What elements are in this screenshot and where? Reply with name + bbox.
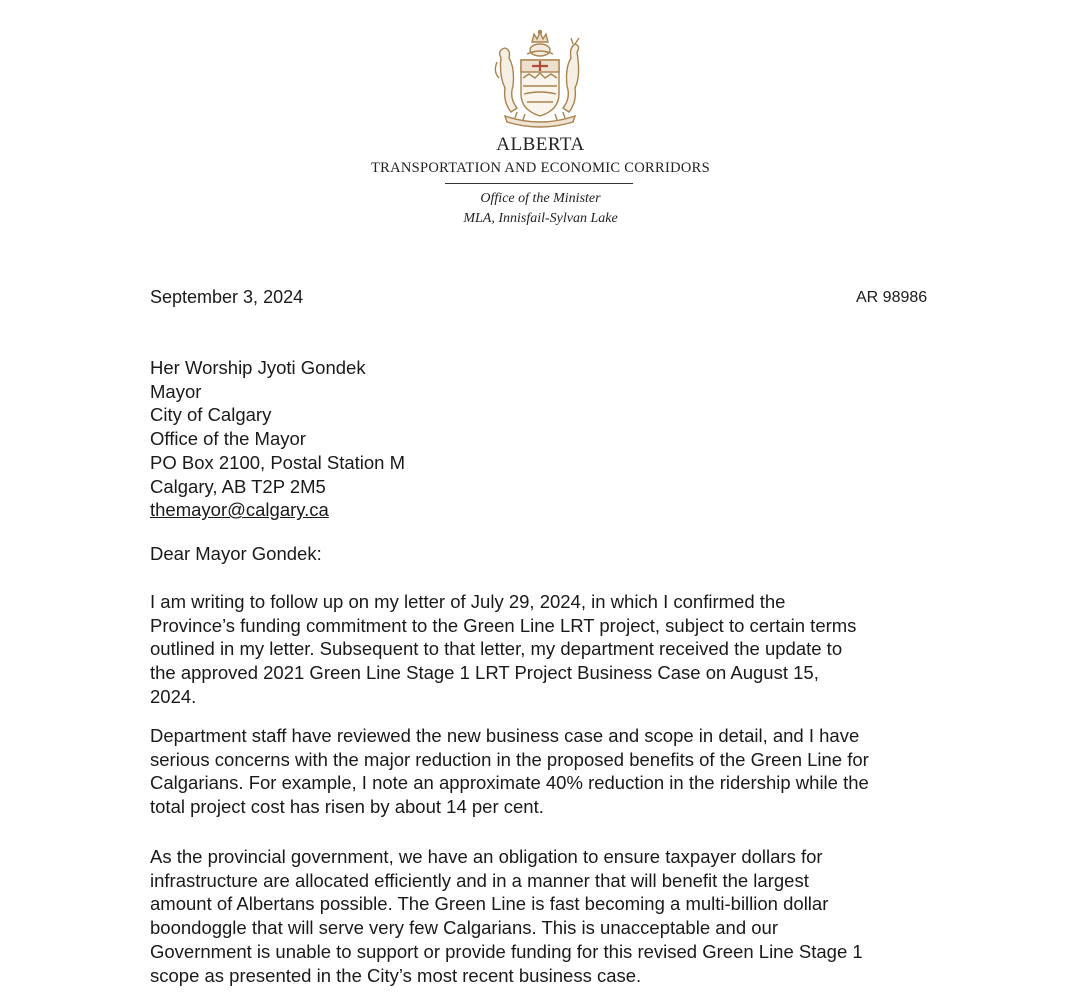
letterhead-divider: [445, 183, 633, 184]
paragraph-line: boondoggle that will serve very few Calgarians. This is unacceptable and our: [150, 917, 778, 939]
paragraph-line: the approved 2021 Green Line Stage 1 LRT Project Business Case on August 15,: [150, 662, 819, 684]
paragraph-line: Calgarians. For example, I note an approximate 40% reduction in the ridership while the: [150, 772, 869, 794]
alberta-coat-of-arms-icon: [487, 28, 593, 134]
paragraph-line: amount of Albertans possible. The Green Line is fast becoming a multi-billion dollar: [150, 893, 829, 915]
recipient-po-box: PO Box 2100, Postal Station M: [150, 451, 406, 473]
recipient-city-postal: Calgary, AB T2P 2M5: [150, 475, 326, 497]
body-paragraph-1: [150, 590, 950, 709]
body-paragraph-3: [150, 845, 950, 987]
paragraph-line: I am writing to follow up on my letter of July 29, 2024, in which I confirmed the: [150, 591, 786, 612]
letterhead-province: ALBERTA: [496, 134, 585, 155]
recipient-organization: City of Calgary: [150, 404, 272, 426]
recipient-office: Office of the Mayor: [150, 428, 306, 450]
paragraph-line: Province’s funding commitment to the Green Line LRT project, subject to certain terms: [150, 614, 857, 636]
salutation: Dear Mayor Gondek:: [150, 543, 322, 564]
body-paragraph-2: [150, 724, 950, 819]
letterhead-office: Office of the Minister: [480, 191, 601, 206]
letterhead-riding: MLA, Innisfail-Sylvan Lake: [463, 211, 618, 226]
paragraph-line: infrastructure are allocated efficiently and in a manner that will benefit the largest: [150, 869, 809, 891]
paragraph-line: serious concerns with the major reduction in the proposed benefits of the Green Line for: [150, 748, 869, 770]
recipient-title: Mayor: [150, 380, 202, 402]
letterhead-department: TRANSPORTATION AND ECONOMIC CORRIDORS: [371, 160, 710, 176]
paragraph-line: As the provincial government, we have an obligation to ensure taxpayer dollars for: [150, 846, 823, 867]
paragraph-line: Department staff have reviewed the new business case and scope in detail, and I have: [150, 725, 860, 746]
paragraph-line: outlined in my letter. Subsequent to that letter, my department received the update to: [150, 638, 843, 660]
recipient-name: Her Worship Jyoti Gondek: [150, 357, 366, 378]
paragraph-line: scope as presented in the City’s most recent business case.: [150, 964, 642, 986]
letter-date: September 3, 2024: [150, 287, 304, 307]
recipient-address: [150, 356, 405, 522]
paragraph-line: total project cost has risen by about 14 per cent.: [150, 796, 544, 818]
recipient-email-link[interactable]: themayor@calgary.ca: [150, 499, 329, 521]
paragraph-line: Government is unable to support or provide funding for this revised Green Line Stage 1: [150, 940, 863, 962]
reference-number: AR 98986: [856, 289, 928, 306]
paragraph-line: 2024.: [150, 685, 197, 707]
